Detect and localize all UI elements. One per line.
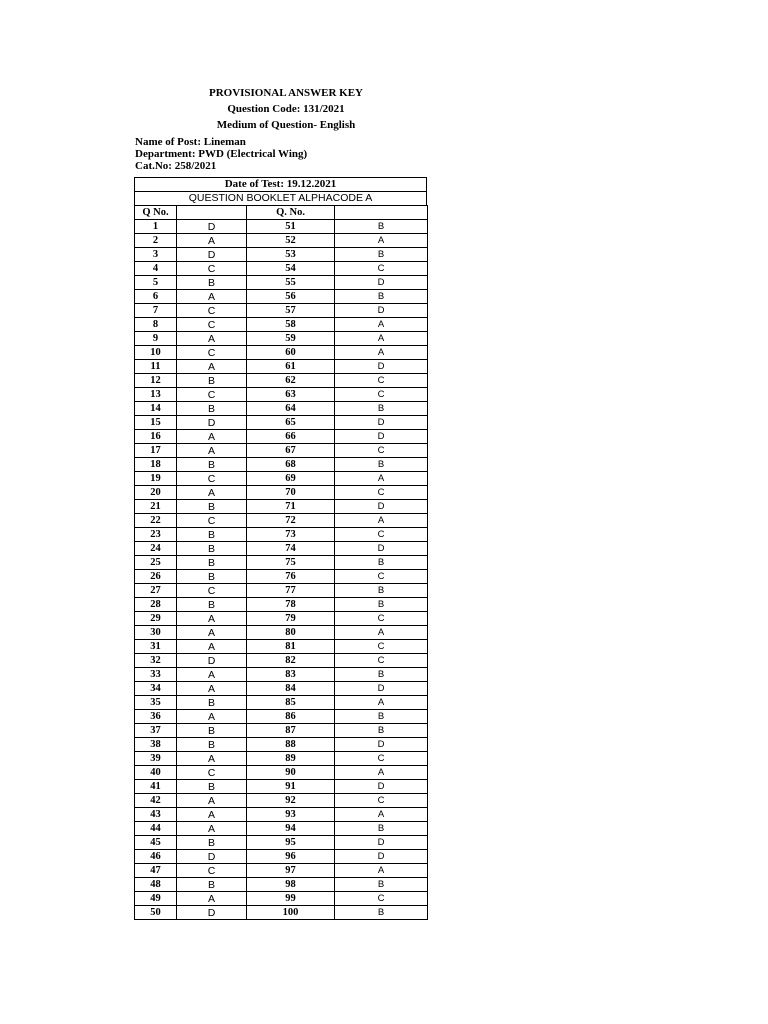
answer: B	[335, 906, 428, 920]
question-number: 61	[247, 360, 335, 374]
table-row	[135, 892, 428, 906]
question-number: 72	[247, 514, 335, 528]
answer: A	[177, 808, 247, 822]
question-number: 29	[135, 612, 177, 626]
column-header-answer	[177, 206, 247, 220]
answer: C	[335, 570, 428, 584]
question-number: 52	[247, 234, 335, 248]
question-number: 18	[135, 458, 177, 472]
answer: C	[335, 388, 428, 402]
question-number: 83	[247, 668, 335, 682]
answer: D	[335, 304, 428, 318]
question-number: 19	[135, 472, 177, 486]
answer: A	[335, 766, 428, 780]
question-number: 21	[135, 500, 177, 514]
question-number: 26	[135, 570, 177, 584]
question-number: 5	[135, 276, 177, 290]
question-number: 73	[247, 528, 335, 542]
question-number: 92	[247, 794, 335, 808]
answer: C	[177, 514, 247, 528]
answer: B	[177, 738, 247, 752]
question-number: 68	[247, 458, 335, 472]
question-number: 55	[247, 276, 335, 290]
medium-of-question: Medium of Question- English	[216, 119, 356, 131]
answer: D	[335, 836, 428, 850]
table-row	[135, 220, 428, 234]
answer: A	[335, 234, 428, 248]
table-row	[135, 710, 428, 724]
answer: A	[335, 696, 428, 710]
answer: B	[335, 724, 428, 738]
answer: C	[335, 794, 428, 808]
question-number: 67	[247, 444, 335, 458]
question-number: 97	[247, 864, 335, 878]
table-row	[135, 654, 428, 668]
table-row	[135, 430, 428, 444]
answer: B	[177, 780, 247, 794]
question-number: 30	[135, 626, 177, 640]
table-row	[135, 766, 428, 780]
answer: B	[335, 556, 428, 570]
answer: C	[177, 584, 247, 598]
table-row	[135, 318, 428, 332]
question-number: 38	[135, 738, 177, 752]
table-row	[135, 640, 428, 654]
question-number: 85	[247, 696, 335, 710]
question-number: 62	[247, 374, 335, 388]
question-number: 91	[247, 780, 335, 794]
question-number: 60	[247, 346, 335, 360]
question-number: 6	[135, 290, 177, 304]
table-row	[135, 472, 428, 486]
answer: C	[177, 766, 247, 780]
table-row	[135, 836, 428, 850]
question-number: 51	[247, 220, 335, 234]
answer: C	[335, 444, 428, 458]
answer: B	[335, 878, 428, 892]
answer: A	[177, 892, 247, 906]
question-number: 81	[247, 640, 335, 654]
question-number: 50	[135, 906, 177, 920]
post-details	[135, 136, 307, 172]
answer: B	[177, 402, 247, 416]
question-number: 39	[135, 752, 177, 766]
column-header-q-no: Q No.	[135, 206, 177, 220]
question-number: 84	[247, 682, 335, 696]
question-number: 82	[247, 654, 335, 668]
answer: B	[177, 836, 247, 850]
answer: C	[335, 374, 428, 388]
question-number: 47	[135, 864, 177, 878]
question-number: 36	[135, 710, 177, 724]
answer: B	[335, 584, 428, 598]
answer: B	[177, 724, 247, 738]
question-number: 48	[135, 878, 177, 892]
answer: B	[335, 458, 428, 472]
table-row	[135, 234, 428, 248]
question-number: 9	[135, 332, 177, 346]
table-row	[135, 724, 428, 738]
answer: D	[335, 682, 428, 696]
answer: A	[177, 682, 247, 696]
answer: D	[335, 850, 428, 864]
table-row	[135, 276, 428, 290]
answer: C	[335, 486, 428, 500]
answer: B	[335, 248, 428, 262]
table-row	[135, 584, 428, 598]
answer: A	[177, 360, 247, 374]
answer: D	[335, 542, 428, 556]
table-row	[135, 248, 428, 262]
answer: A	[177, 668, 247, 682]
question-number: 78	[247, 598, 335, 612]
answer: B	[335, 220, 428, 234]
answer: C	[177, 262, 247, 276]
answer: C	[335, 528, 428, 542]
answer: B	[335, 598, 428, 612]
question-number: 88	[247, 738, 335, 752]
question-number: 93	[247, 808, 335, 822]
table-row	[135, 360, 428, 374]
answer: A	[335, 346, 428, 360]
answer: A	[335, 472, 428, 486]
question-number: 42	[135, 794, 177, 808]
table-row	[135, 906, 428, 920]
answer: C	[335, 752, 428, 766]
question-number: 12	[135, 374, 177, 388]
answer: A	[335, 808, 428, 822]
question-number: 40	[135, 766, 177, 780]
table-row	[135, 262, 428, 276]
answer: D	[177, 248, 247, 262]
question-number: 28	[135, 598, 177, 612]
answer: C	[177, 346, 247, 360]
answer: B	[177, 374, 247, 388]
table-row	[135, 612, 428, 626]
answer: C	[177, 864, 247, 878]
answer: A	[177, 794, 247, 808]
answer: C	[335, 262, 428, 276]
question-number: 58	[247, 318, 335, 332]
question-number: 44	[135, 822, 177, 836]
question-number: 32	[135, 654, 177, 668]
table-row	[135, 528, 428, 542]
question-number: 75	[247, 556, 335, 570]
question-number: 71	[247, 500, 335, 514]
category-number: Cat.No: 258/2021	[135, 160, 217, 172]
answer: B	[335, 822, 428, 836]
question-number: 3	[135, 248, 177, 262]
question-number: 89	[247, 752, 335, 766]
answer: C	[335, 654, 428, 668]
answer: D	[335, 276, 428, 290]
question-number: 59	[247, 332, 335, 346]
answer: A	[177, 640, 247, 654]
question-number: 46	[135, 850, 177, 864]
answer: B	[177, 556, 247, 570]
date-of-test: Date of Test: 19.12.2021	[134, 177, 427, 191]
answer: A	[177, 486, 247, 500]
question-number: 35	[135, 696, 177, 710]
table-row	[135, 696, 428, 710]
answer: D	[335, 430, 428, 444]
answer: D	[177, 654, 247, 668]
answer: A	[335, 332, 428, 346]
question-number: 79	[247, 612, 335, 626]
answer: C	[335, 640, 428, 654]
answer: D	[177, 850, 247, 864]
table-row	[135, 794, 428, 808]
answer: D	[335, 360, 428, 374]
answer: A	[177, 752, 247, 766]
answer: A	[335, 318, 428, 332]
answer: B	[335, 290, 428, 304]
answer: B	[177, 500, 247, 514]
table-row	[135, 752, 428, 766]
table-row	[135, 500, 428, 514]
question-number: 66	[247, 430, 335, 444]
question-number: 20	[135, 486, 177, 500]
question-number: 16	[135, 430, 177, 444]
question-number: 27	[135, 584, 177, 598]
question-number: 37	[135, 724, 177, 738]
table-row	[135, 402, 428, 416]
question-number: 10	[135, 346, 177, 360]
table-row	[135, 290, 428, 304]
answer: C	[177, 472, 247, 486]
question-number: 7	[135, 304, 177, 318]
question-number: 87	[247, 724, 335, 738]
table-row	[135, 388, 428, 402]
document-title-block	[134, 86, 438, 133]
answer: A	[177, 612, 247, 626]
table-row	[135, 542, 428, 556]
question-number: 13	[135, 388, 177, 402]
table-row	[135, 626, 428, 640]
answer: D	[335, 780, 428, 794]
question-number: 45	[135, 836, 177, 850]
question-number: 49	[135, 892, 177, 906]
answer: A	[177, 234, 247, 248]
table-row	[135, 780, 428, 794]
question-number: 33	[135, 668, 177, 682]
question-number: 94	[247, 822, 335, 836]
question-number: 56	[247, 290, 335, 304]
answer: D	[335, 416, 428, 430]
question-number: 70	[247, 486, 335, 500]
question-number: 64	[247, 402, 335, 416]
question-number: 4	[135, 262, 177, 276]
table-row	[135, 374, 428, 388]
answer: B	[177, 598, 247, 612]
question-number: 23	[135, 528, 177, 542]
table-row	[135, 458, 428, 472]
answer: A	[177, 430, 247, 444]
table-row	[135, 682, 428, 696]
table-row	[135, 346, 428, 360]
question-number: 57	[247, 304, 335, 318]
question-number: 2	[135, 234, 177, 248]
question-number: 99	[247, 892, 335, 906]
question-number: 54	[247, 262, 335, 276]
question-number: 25	[135, 556, 177, 570]
answer: A	[177, 444, 247, 458]
table-row	[135, 668, 428, 682]
answer: B	[177, 458, 247, 472]
question-number: 22	[135, 514, 177, 528]
answer: D	[335, 500, 428, 514]
answer: B	[335, 710, 428, 724]
answer: D	[177, 220, 247, 234]
question-number: 76	[247, 570, 335, 584]
department: Department: PWD (Electrical Wing)	[135, 148, 308, 160]
question-number: 96	[247, 850, 335, 864]
answer: B	[335, 668, 428, 682]
question-number: 98	[247, 878, 335, 892]
answer: D	[335, 738, 428, 752]
question-number: 17	[135, 444, 177, 458]
column-header-row	[135, 206, 428, 220]
question-code: Question Code: 131/2021	[227, 102, 345, 115]
answer: C	[177, 304, 247, 318]
question-number: 43	[135, 808, 177, 822]
post-name: Name of Post: Lineman	[135, 136, 246, 148]
question-number: 90	[247, 766, 335, 780]
column-header-answer-2	[335, 206, 428, 220]
answer: A	[177, 290, 247, 304]
table-row	[135, 416, 428, 430]
question-number: 95	[247, 836, 335, 850]
question-number: 63	[247, 388, 335, 402]
question-number: 86	[247, 710, 335, 724]
document-title: PROVISIONAL ANSWER KEY	[208, 87, 364, 99]
answer-grid	[134, 205, 428, 920]
answer-key-table	[134, 177, 427, 920]
question-number: 31	[135, 640, 177, 654]
answer: A	[335, 626, 428, 640]
answer: A	[335, 864, 428, 878]
booklet-code: QUESTION BOOKLET ALPHACODE A	[134, 191, 427, 205]
question-number: 15	[135, 416, 177, 430]
question-number: 24	[135, 542, 177, 556]
table-row	[135, 598, 428, 612]
column-header-q-no-2: Q. No.	[247, 206, 335, 220]
table-row	[135, 878, 428, 892]
answer: B	[177, 878, 247, 892]
question-number: 65	[247, 416, 335, 430]
answer: A	[335, 514, 428, 528]
table-row	[135, 304, 428, 318]
question-number: 74	[247, 542, 335, 556]
answer: A	[177, 822, 247, 836]
question-number: 8	[135, 318, 177, 332]
answer: C	[177, 318, 247, 332]
question-number: 1	[135, 220, 177, 234]
answer: D	[177, 906, 247, 920]
answer: D	[177, 416, 247, 430]
answer: A	[177, 626, 247, 640]
answer: B	[177, 528, 247, 542]
table-row	[135, 850, 428, 864]
question-number: 34	[135, 682, 177, 696]
table-row	[135, 570, 428, 584]
question-number: 41	[135, 780, 177, 794]
answer: B	[177, 696, 247, 710]
table-row	[135, 556, 428, 570]
question-number: 14	[135, 402, 177, 416]
table-row	[135, 332, 428, 346]
answer: C	[177, 388, 247, 402]
question-number: 11	[135, 360, 177, 374]
answer: B	[177, 542, 247, 556]
table-row	[135, 486, 428, 500]
question-number: 80	[247, 626, 335, 640]
answer: C	[335, 892, 428, 906]
table-row	[135, 444, 428, 458]
question-number: 69	[247, 472, 335, 486]
question-number: 53	[247, 248, 335, 262]
answer: B	[177, 570, 247, 584]
table-row	[135, 514, 428, 528]
answer: A	[177, 332, 247, 346]
table-row	[135, 738, 428, 752]
answer: A	[177, 710, 247, 724]
answer: B	[177, 276, 247, 290]
answer: C	[335, 612, 428, 626]
question-number: 77	[247, 584, 335, 598]
table-row	[135, 808, 428, 822]
question-number: 100	[247, 906, 335, 920]
table-row	[135, 864, 428, 878]
table-row	[135, 822, 428, 836]
answer: B	[335, 402, 428, 416]
